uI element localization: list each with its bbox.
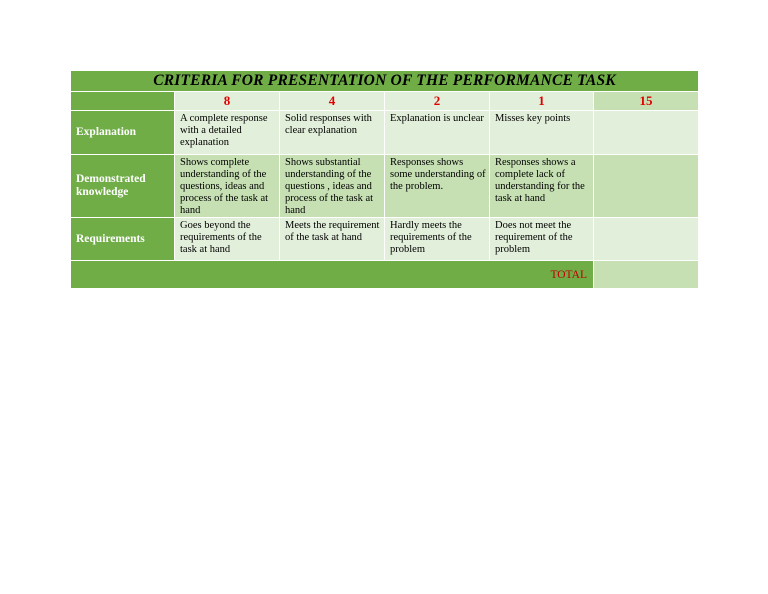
score-row-corner bbox=[71, 92, 175, 111]
score-2: 2 bbox=[385, 92, 490, 111]
score-total: 15 bbox=[594, 92, 699, 111]
criteria-cell: Meets the requirement of the task at hand bbox=[280, 218, 385, 261]
criteria-cell: Explanation is unclear bbox=[385, 111, 490, 155]
criteria-row-requirements bbox=[71, 218, 699, 261]
criteria-cell: Responses shows a complete lack of understanding for the task at hand bbox=[490, 155, 594, 218]
score-1: 1 bbox=[490, 92, 594, 111]
score-entry-cell bbox=[594, 111, 699, 155]
criteria-cell: Shows complete understanding of the questions, ideas and process of the task at hand bbox=[175, 155, 280, 218]
total-label: TOTAL bbox=[71, 261, 594, 289]
criteria-cell: Does not meet the requirement of the problem bbox=[490, 218, 594, 261]
score-entry-cell bbox=[594, 218, 699, 261]
criteria-cell: Hardly meets the requirements of the problem bbox=[385, 218, 490, 261]
criteria-label: Explanation bbox=[71, 111, 175, 155]
score-entry-cell bbox=[594, 155, 699, 218]
title-row bbox=[71, 71, 699, 92]
total-row bbox=[71, 261, 699, 289]
total-value-cell bbox=[594, 261, 699, 289]
criteria-cell: Responses shows some understanding of the problem. bbox=[385, 155, 490, 218]
rubric-table bbox=[70, 70, 699, 289]
criteria-cell: Goes beyond the requirements of the task at hand bbox=[175, 218, 280, 261]
criteria-row-explanation bbox=[71, 111, 699, 155]
criteria-cell: A complete response with a detailed explanation bbox=[175, 111, 280, 155]
rubric-title: CRITERIA FOR PRESENTATION OF THE PERFORMANCE TASK bbox=[71, 71, 699, 92]
score-row bbox=[71, 92, 699, 111]
criteria-cell: Misses key points bbox=[490, 111, 594, 155]
criteria-row-knowledge bbox=[71, 155, 699, 218]
score-8: 8 bbox=[175, 92, 280, 111]
criteria-label: Demonstrated knowledge bbox=[71, 155, 175, 218]
criteria-label: Requirements bbox=[71, 218, 175, 261]
criteria-cell: Solid responses with clear explanation bbox=[280, 111, 385, 155]
criteria-cell: Shows substantial understanding of the questions , ideas and process of the task at hand bbox=[280, 155, 385, 218]
score-4: 4 bbox=[280, 92, 385, 111]
